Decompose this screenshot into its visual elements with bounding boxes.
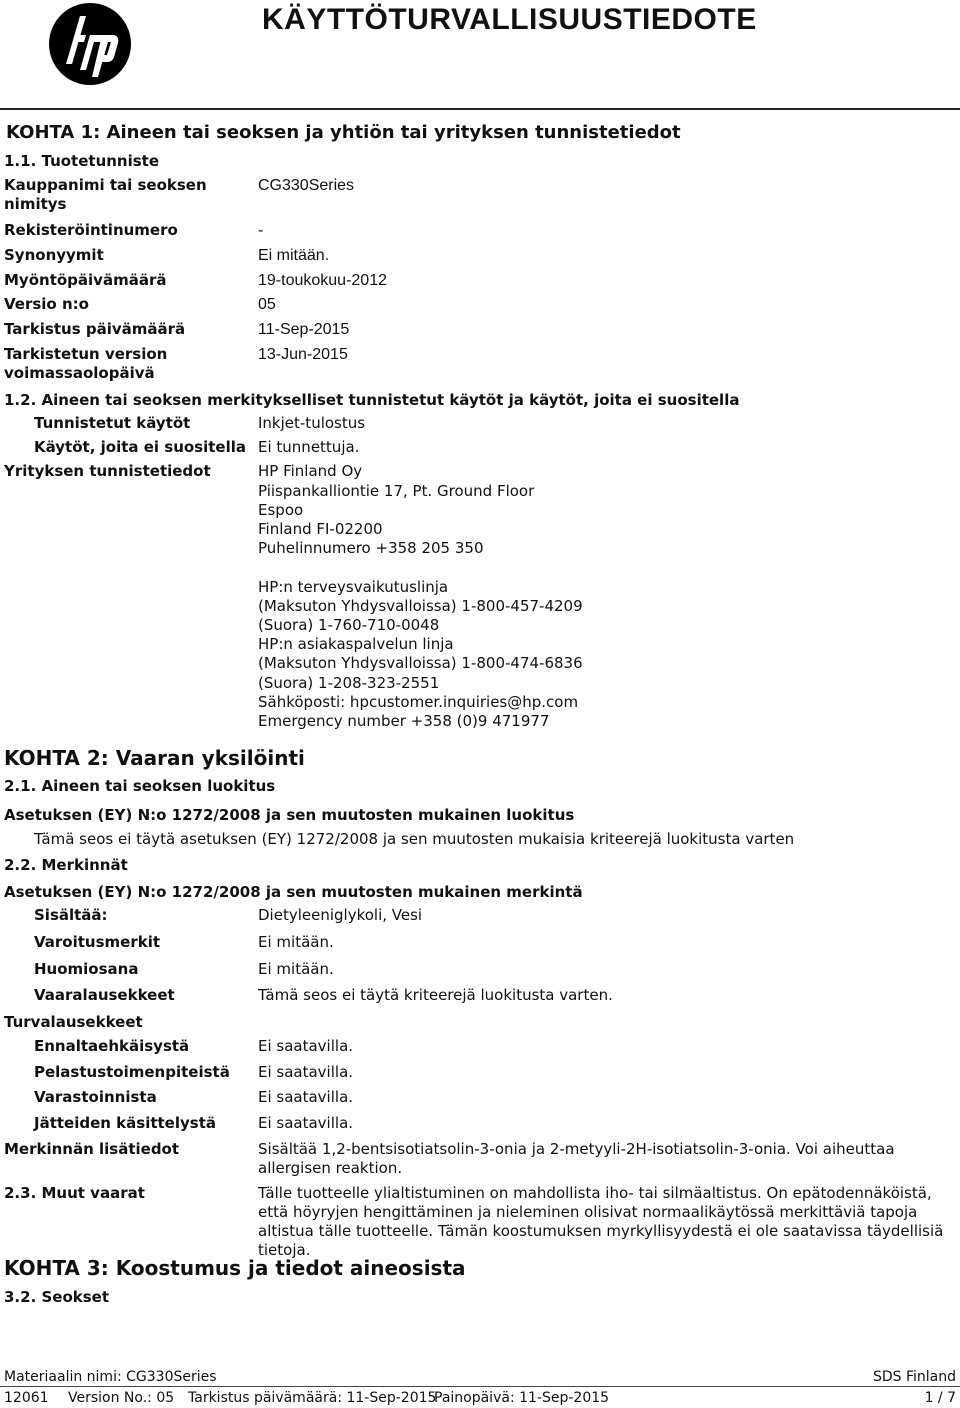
- labelling-heading: Asetuksen (EY) N:o 1272/2008 ja sen muutosten mukainen merkintä: [4, 883, 583, 901]
- registration-number-value: -: [258, 222, 264, 239]
- disposal-value: Ei saatavilla.: [258, 1114, 354, 1132]
- company-phone: Puhelinnumero +358 205 350: [258, 539, 484, 557]
- sub-3-2-heading: 3.2. Seokset: [4, 1288, 110, 1306]
- company-street: Piispankalliontie 17, Pt. Ground Floor: [258, 482, 535, 500]
- supplemental-info-value: Sisältää 1,2-bentsisotiatsolin-3-onia ja 2-metyyli-2H-isotiatsolin-3-onia. Voi aiheuttaa allergisen reaktion.: [258, 1140, 895, 1177]
- storage-label: Varastoinnista: [34, 1088, 157, 1106]
- contact-line: (Maksuton Yhdysvalloissa) 1-800-474-6836: [258, 654, 583, 672]
- pictograms-label: Varoitusmerkit: [34, 933, 161, 951]
- disposal-label: Jätteiden käsittelystä: [34, 1114, 216, 1132]
- uses-advised-against-label: Käytöt, joita ei suositella: [34, 438, 246, 456]
- response-label: Pelastustoimenpiteistä: [34, 1063, 230, 1081]
- pictograms-value: Ei mitään.: [258, 933, 334, 951]
- signal-word-label: Huomiosana: [34, 960, 139, 978]
- sub-1-1-heading: 1.1. Tuotetunniste: [4, 152, 160, 170]
- footer-page-number: 1 / 7: [924, 1390, 956, 1406]
- section3-heading: KOHTA 3: Koostumus ja tiedot aineosista: [4, 1256, 466, 1280]
- company-city: Espoo: [258, 501, 304, 519]
- footer-doc-number: 12061: [4, 1390, 49, 1406]
- emergency-number: Emergency number +358 (0)9 471977: [258, 712, 550, 730]
- section2-heading: KOHTA 2: Vaaran yksilöinti: [4, 746, 305, 770]
- version-value: 05: [258, 296, 276, 313]
- prevention-label: Ennaltaehkäisystä: [34, 1037, 190, 1055]
- footer-revision-date: Tarkistus päivämäärä: 11-Sep-2015: [188, 1390, 437, 1406]
- supersedes-date-label: Tarkistetun version voimassaolopäivä: [4, 345, 168, 382]
- issue-date-label: Myöntöpäivämäärä: [4, 271, 167, 289]
- supplemental-info-label: Merkinnän lisätiedot: [4, 1140, 180, 1158]
- company-name: HP Finland Oy: [258, 462, 363, 480]
- contact-line: (Maksuton Yhdysvalloissa) 1-800-457-4209: [258, 597, 583, 615]
- hp-logo-icon: [46, 2, 134, 86]
- contact-line: HP:n asiakaspalvelun linja: [258, 635, 454, 653]
- synonyms-label: Synonyymit: [4, 246, 104, 264]
- identified-uses-value: Inkjet-tulostus: [258, 414, 366, 432]
- footer-sds-region: SDS Finland: [872, 1369, 956, 1385]
- issue-date-value: 19-toukokuu-2012: [258, 272, 387, 289]
- footer-material-name: Materiaalin nimi: CG330Series: [4, 1369, 217, 1385]
- classification-text: Tämä seos ei täytä asetuksen (EY) 1272/2008 ja sen muutosten mukaisia kriteerejä luokitusta varten: [34, 830, 795, 848]
- sub-2-2-heading: 2.2. Merkinnät: [4, 856, 128, 874]
- synonyms-value: Ei mitään.: [258, 247, 330, 264]
- contact-email: Sähköposti: hpcustomer.inquiries@hp.com: [258, 693, 579, 711]
- company-identification-label: Yrityksen tunnistetiedot: [4, 462, 211, 480]
- sub-2-3-heading: 2.3. Muut vaarat: [4, 1184, 145, 1202]
- company-country-postcode: Finland FI-02200: [258, 520, 383, 538]
- section1-heading: KOHTA 1: Aineen tai seoksen ja yhtiön tai yrityksen tunnistetiedot: [6, 122, 681, 143]
- contact-line: HP:n terveysvaikutuslinja: [258, 578, 449, 596]
- header-divider: [0, 108, 960, 110]
- contact-line: (Suora) 1-208-323-2551: [258, 674, 440, 692]
- storage-value: Ei saatavilla.: [258, 1088, 354, 1106]
- supersedes-date-value: 13-Jun-2015: [258, 346, 348, 363]
- contains-label: Sisältää:: [34, 906, 108, 924]
- classification-heading: Asetuksen (EY) N:o 1272/2008 ja sen muutosten mukainen luokitus: [4, 806, 575, 824]
- version-label: Versio n:o: [4, 295, 89, 313]
- prevention-value: Ei saatavilla.: [258, 1037, 354, 1055]
- trade-name-label: Kauppanimi tai seoksen nimitys: [4, 176, 207, 213]
- footer-divider: [0, 1386, 960, 1387]
- other-hazards-value: Tälle tuotteelle ylialtistuminen on mahdollista iho- tai silmäaltistus. On epätodennäköistä, että höyryjen hengittäminen ja nieleminen olisivat normaalikäytössä merkittäviä tapoja altistua tälle tuotteelle. Tämän koostumuksen myrkyllisyydestä ei ole saatavissa täydellisiä tietoja.: [258, 1184, 944, 1259]
- signal-word-value: Ei mitään.: [258, 960, 334, 978]
- uses-advised-against-value: Ei tunnettuja.: [258, 438, 360, 456]
- contact-line: (Suora) 1-760-710-0048: [258, 616, 440, 634]
- identified-uses-label: Tunnistetut käytöt: [34, 414, 191, 432]
- document-title: KÄYTTÖTURVALLISUUSTIEDOTE: [262, 3, 757, 36]
- revision-date-label: Tarkistus päivämäärä: [4, 320, 186, 338]
- contains-value: Dietyleeniglykoli, Vesi: [258, 906, 423, 924]
- hazard-statements-label: Vaaralausekkeet: [34, 986, 175, 1004]
- footer-version: Version No.: 05: [68, 1390, 175, 1406]
- precautionary-statements-label: Turvalausekkeet: [4, 1013, 143, 1031]
- revision-date-value: 11-Sep-2015: [258, 321, 350, 338]
- sub-2-1-heading: 2.1. Aineen tai seoksen luokitus: [4, 777, 276, 795]
- hp-logo: [46, 2, 134, 86]
- hazard-statements-value: Tämä seos ei täytä kriteerejä luokitusta varten.: [258, 986, 613, 1004]
- footer-print-date: Painopäivä: 11-Sep-2015: [434, 1390, 610, 1406]
- trade-name-value: CG330Series: [258, 177, 355, 194]
- registration-number-label: Rekisteröintinumero: [4, 221, 178, 239]
- response-value: Ei saatavilla.: [258, 1063, 354, 1081]
- sub-1-2-heading: 1.2. Aineen tai seoksen merkitykselliset tunnistetut käytöt ja käytöt, joita ei suositella: [4, 391, 740, 409]
